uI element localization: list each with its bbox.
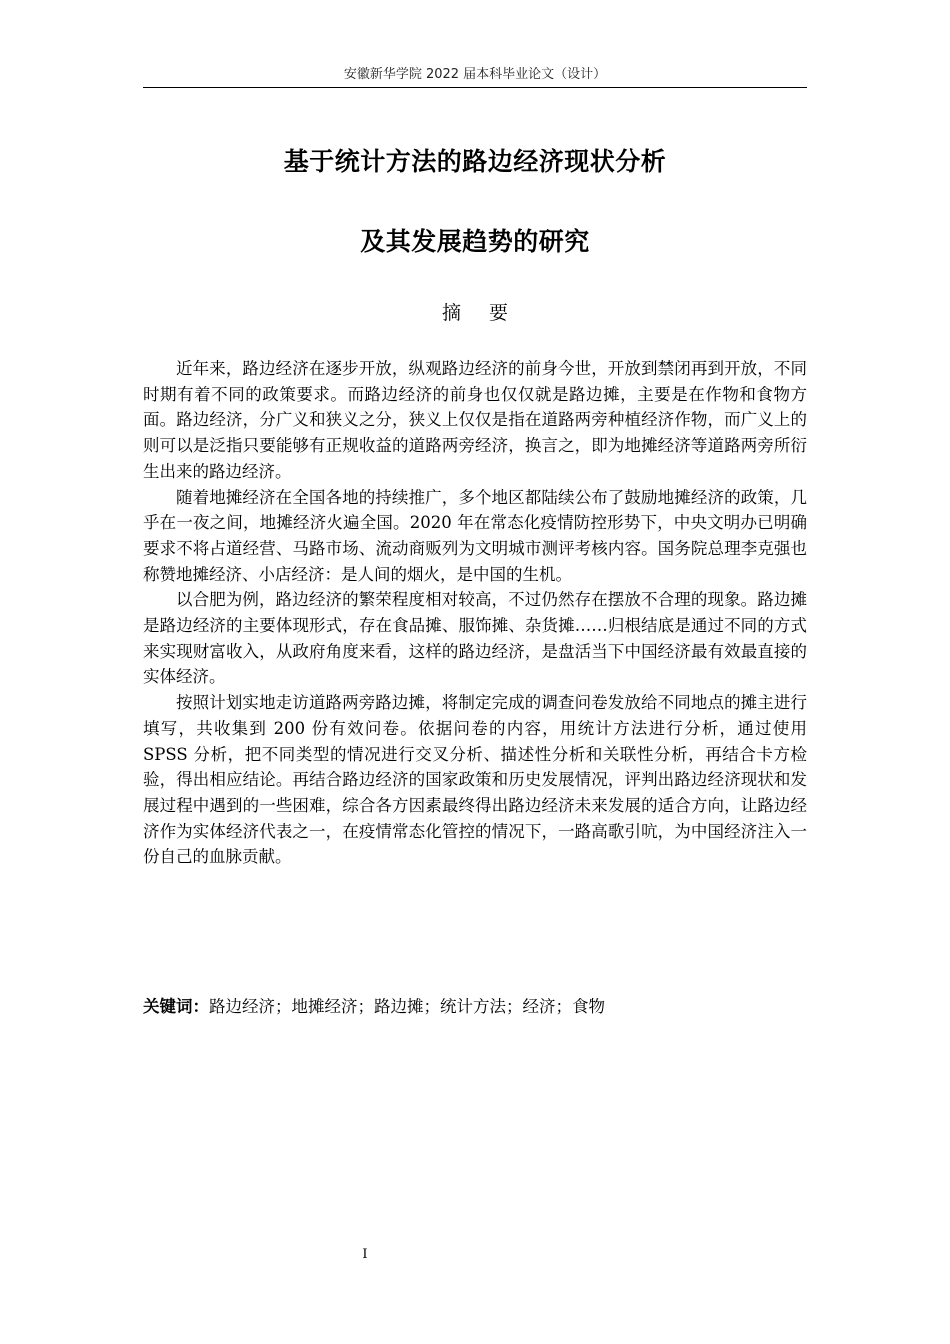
abstract-heading: 摘要: [441, 302, 536, 324]
keywords-text: 路边经济；地摊经济；路边摊；统计方法；经济；食物: [209, 997, 605, 1016]
paper-title-line-1: 基于统计方法的路边经济现状分析: [283, 147, 667, 176]
page-number: I: [362, 1247, 368, 1262]
header-divider: [143, 87, 807, 88]
keywords-line: [143, 995, 807, 1019]
running-header: 安徽新华学院 2022 届本科毕业论文（设计）: [343, 67, 607, 82]
abstract-paragraph-3: 以合肥为例，路边经济的繁荣程度相对较高，不过仍然存在摆放不合理的现象。路边摊是路边经济的主要体现形式，存在食品摊、服饰摊、杂货摊……归根结底是通过不同的方式来实现财富收入，从政府角度来看，这样的路边经济，是盘活当下中国经济最有效最直接的实体经济。: [143, 590, 807, 687]
abstract-body: [143, 356, 807, 870]
abstract-paragraph-1: 近年来，路边经济在逐步开放，纵观路边经济的前身今世，开放到禁闭再到开放，不同时期有着不同的政策要求。而路边经济的前身也仅仅就是路边摊，主要是在作物和食物方面。路边经济，分广义和狭义之分，狭义上仅仅是指在道路两旁种植经济作物，而广义上的则可以是泛指只要能够有正规收益的道路两旁经济，换言之，即为地摊经济等道路两旁所衍生出来的路边经济。: [143, 359, 807, 481]
keywords-label: 关键词：: [143, 997, 209, 1016]
abstract-paragraph-2: 随着地摊经济在全国各地的持续推广，多个地区都陆续公布了鼓励地摊经济的政策，几乎在一夜之间，地摊经济火遍全国。2020 年在常态化疫情防控形势下，中央文明办已明确要求不将占道经营、马路市场、流动商贩列为文明城市测评考核内容。国务院总理李克强也称赞地摊经济、小店经济：是人间的烟火，是中国的生机。: [143, 487, 807, 584]
abstract-paragraph-4: 按照计划实地走访道路两旁路边摊，将制定完成的调查问卷发放给不同地点的摊主进行填写，共收集到 200 份有效问卷。依据问卷的内容，用统计方法进行分析，通过使用 SPSS 分析，把不同类型的情况进行交叉分析、描述性分析和关联性分析，再结合卡方检验，得出相应结论。再结合路边经济的国家政策和历史发展情况，评判出路边经济现状和发展过程中遇到的一些困难，综合各方因素最终得出路边经济未来发展的适合方向，让路边经济作为实体经济代表之一，在疫情常态化管控的情况下，一路高歌引吭，为中国经济注入一份自己的血脉贡献。: [143, 693, 807, 867]
paper-title-line-2: 及其发展趋势的研究: [360, 227, 590, 256]
